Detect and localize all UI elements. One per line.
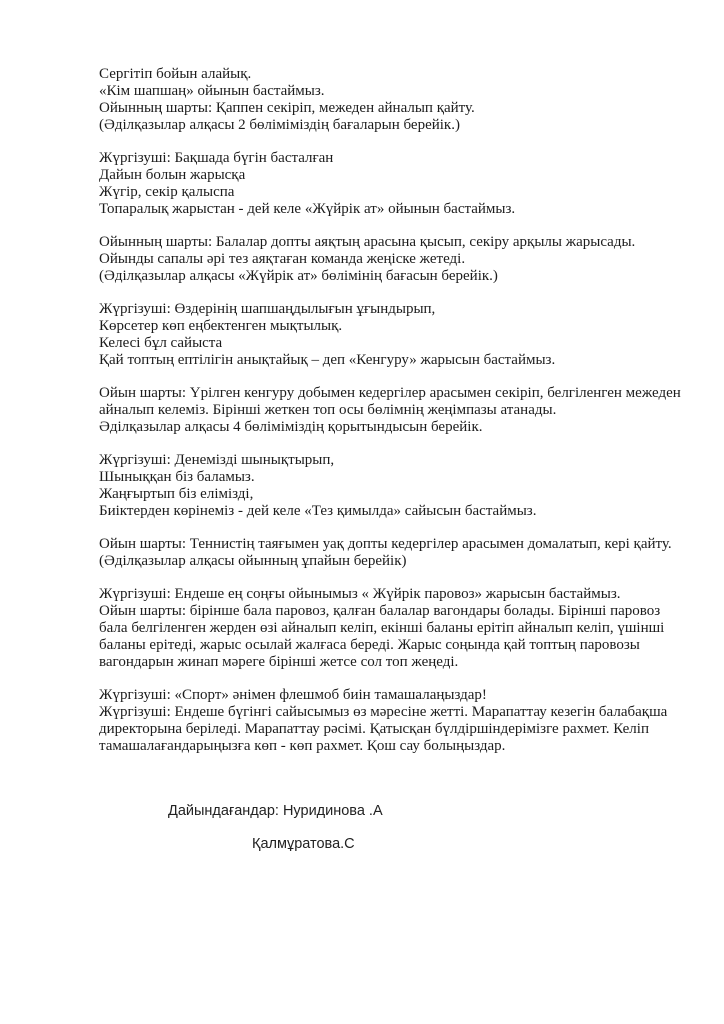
text-line: Ойынды сапалы әрі тез аяқтаған команда жеңіске жетеді. — [99, 251, 466, 267]
paragraph — [99, 66, 684, 134]
text-line: Ойын шарты: Үрілген кенгуру добымен кедергілер арасымен секіріп, белгіленген межеден айналып келеміз. Бірінші жеткен топ осы бөлімнің жеңімпазы атанады. — [99, 385, 681, 418]
text-line: Әділқазылар алқасы 4 бөліміміздің қорытындысын берейік. — [99, 419, 483, 435]
text-line: Шыныққан біз баламыз. — [99, 469, 255, 485]
paragraph — [99, 452, 684, 520]
text-line: Сергітіп бойын алайық. — [99, 66, 252, 82]
text-line: Көрсетер көп еңбектенген мықтылық. — [99, 318, 343, 334]
text-line: Дайын болын жарысқа — [99, 167, 246, 183]
text-line: Жүргізуші: Ендеше бүгінгі сайысымыз өз мәресіне жетті. Марапаттау кезегін балабақша директорына беріледі. Марапаттау рәсімі. Қатысқан бүлдіршіндерімізге рахмет. Келіп тамашалағандарыңызға көп - көп рахмет. Қош сау болыңыздар. — [99, 704, 668, 754]
text-line: Топаралық жарыстан - дей келе «Жүйрік ат» ойынын бастаймыз. — [99, 201, 516, 217]
second-preparer-line: Қалмұратова.С — [252, 836, 355, 852]
text-line: Жүргізуші: Өздерінің шапшаңдылығын ұғындырып, — [99, 301, 436, 317]
paragraph — [99, 234, 684, 285]
text-line: Жүргізуші: Ендеше ең соңғы ойынымыз « Жүйрік паровоз» жарысын бастаймыз. — [99, 586, 621, 602]
paragraph — [99, 385, 684, 436]
text-line: Ойынның шарты: Қаппен секіріп, межеден айналып қайту. — [99, 100, 475, 116]
text-line: Жүгір, секір қалыспа — [99, 184, 235, 200]
text-line: (Әділқазылар алқасы ойынның ұпайын берейік) — [99, 553, 407, 569]
document-body — [99, 66, 684, 755]
text-line: Ойынның шарты: Балалар допты аяқтың арасына қысып, секіру арқылы жарысады. — [99, 234, 636, 250]
paragraph — [99, 687, 684, 755]
text-line: Жаңғыртып біз елімізді, — [99, 486, 254, 502]
text-line: Ойын шарты: Теннистің таяғымен уақ допты кедергілер арасымен домалатып, кері қайту. — [99, 536, 672, 552]
text-line: Қай топтың ептілігін анықтайық – деп «Кенгуру» жарысын бастаймыз. — [99, 352, 556, 368]
text-line: Жүргізуші: Бақшада бүгін басталған — [99, 150, 334, 166]
signature-block — [99, 803, 684, 852]
text-line: Ойын шарты: бірінше бала паровоз, қалған балалар вагондары болады. Бірінші паровоз бала белгіленген жерден өзі айналып келіп, екінші баланы ерітіп айналып келіп, үшінші баланы ерітеді, жарыс осылай жалғаса береді. Жарыс соңында қай топтың паровозы вагондарын жинап мәреге бірінші жетсе сол топ жеңеді. — [99, 603, 665, 670]
text-line: (Әділқазылар алқасы «Жүйрік ат» бөлімінің бағасын берейік.) — [99, 268, 498, 284]
paragraph — [99, 150, 684, 218]
paragraph — [99, 536, 684, 570]
text-line: Жүргізуші: Денемізді шынықтырып, — [99, 452, 335, 468]
paragraph — [99, 301, 684, 369]
paragraph — [99, 586, 684, 671]
text-line: «Кім шапшаң» ойынын бастаймыз. — [99, 83, 325, 99]
text-line: (Әділқазылар алқасы 2 бөліміміздің бағаларын берейік.) — [99, 117, 460, 133]
preparers-line: Дайындағандар: Нуридинова .А — [168, 803, 383, 819]
text-line: Келесі бұл сайыста — [99, 335, 223, 351]
text-line: Биіктерден көрінеміз - дей келе «Тез қимылда» сайысын бастаймыз. — [99, 503, 537, 519]
text-line: Жүргізуші: «Спорт» әнімен флешмоб биін тамашалаңыздар! — [99, 687, 487, 703]
